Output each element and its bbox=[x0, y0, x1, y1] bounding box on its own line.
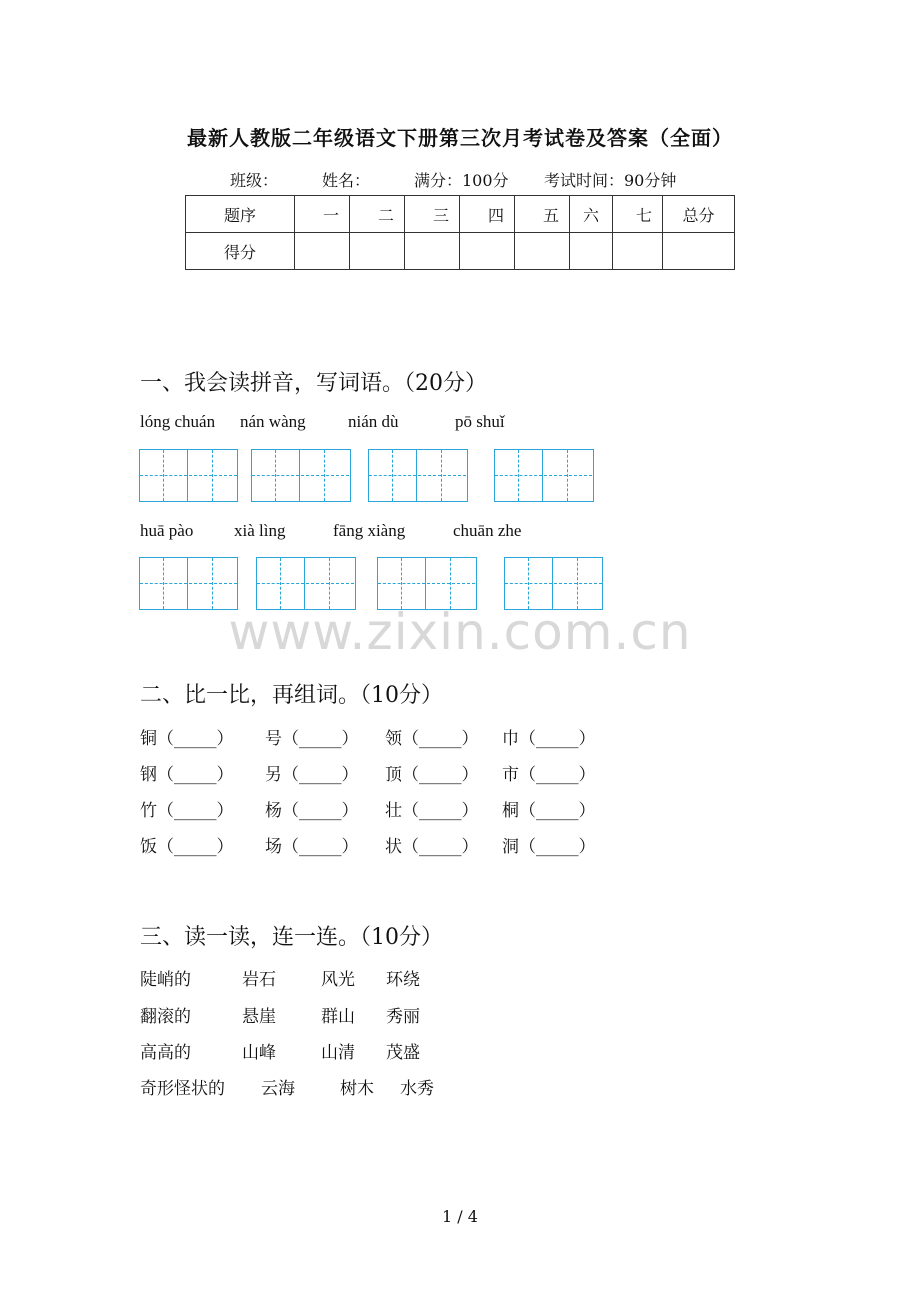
match-word[interactable]: 岩石 bbox=[242, 970, 276, 990]
writing-grid[interactable] bbox=[368, 449, 468, 502]
score-table-cell: 五 bbox=[515, 196, 570, 233]
pinyin-label: nián dù bbox=[348, 412, 399, 431]
exam-info bbox=[0, 168, 920, 190]
exam-time-label: 考试时间：90分钟 bbox=[544, 171, 677, 190]
score-table-cell: 二 bbox=[350, 196, 405, 233]
score-input-cell[interactable] bbox=[295, 233, 350, 270]
word-blank[interactable]: 巾（_____） bbox=[502, 729, 596, 749]
writing-grid[interactable] bbox=[251, 449, 351, 502]
match-word[interactable]: 高高的 bbox=[140, 1043, 191, 1063]
word-blank[interactable]: 号（_____） bbox=[265, 729, 359, 749]
word-blank[interactable]: 竹（_____） bbox=[140, 801, 234, 821]
score-input-cell[interactable] bbox=[405, 233, 460, 270]
word-blank[interactable]: 状（_____） bbox=[385, 837, 479, 857]
pinyin-label: chuān zhe bbox=[453, 521, 522, 540]
match-word[interactable]: 悬崖 bbox=[242, 1007, 276, 1027]
score-table-cell: 得分 bbox=[186, 233, 295, 270]
match-word[interactable]: 云海 bbox=[261, 1079, 295, 1099]
pinyin-label: nán wàng bbox=[240, 412, 306, 431]
watermark: www.zixin.com.cn bbox=[228, 603, 692, 661]
match-word[interactable]: 茂盛 bbox=[386, 1043, 420, 1063]
full-score-label: 满分：100分 bbox=[414, 171, 509, 190]
match-word[interactable]: 山清 bbox=[321, 1043, 355, 1063]
score-input-cell[interactable] bbox=[460, 233, 515, 270]
writing-grid[interactable] bbox=[494, 449, 594, 502]
score-input-cell[interactable] bbox=[350, 233, 405, 270]
word-blank[interactable]: 另（_____） bbox=[265, 765, 359, 785]
score-table-cell: 三 bbox=[405, 196, 460, 233]
match-word[interactable]: 群山 bbox=[321, 1007, 355, 1027]
section-1-title: 一、我会读拼音，写词语。（20分） bbox=[140, 371, 487, 396]
word-blank[interactable]: 壮（_____） bbox=[385, 801, 479, 821]
match-word[interactable]: 树木 bbox=[340, 1079, 374, 1099]
score-table-cell: 七 bbox=[613, 196, 663, 233]
writing-grid[interactable] bbox=[139, 449, 238, 502]
score-table-cell: 题序 bbox=[186, 196, 295, 233]
word-blank[interactable]: 市（_____） bbox=[502, 765, 596, 785]
word-blank[interactable]: 领（_____） bbox=[385, 729, 479, 749]
score-table-cell: 六 bbox=[570, 196, 613, 233]
pinyin-label: huā pào bbox=[140, 521, 194, 540]
word-blank[interactable]: 杨（_____） bbox=[265, 801, 359, 821]
score-input-cell[interactable] bbox=[663, 233, 735, 270]
word-blank[interactable]: 场（_____） bbox=[265, 837, 359, 857]
word-blank[interactable]: 洞（_____） bbox=[502, 837, 596, 857]
score-input-cell[interactable] bbox=[613, 233, 663, 270]
word-blank[interactable]: 铜（_____） bbox=[140, 729, 234, 749]
page-number: 1 / 4 bbox=[442, 1207, 478, 1226]
name-label: 姓名： bbox=[322, 171, 371, 190]
word-blank[interactable]: 饭（_____） bbox=[140, 837, 234, 857]
page-title: 最新人教版二年级语文下册第三次月考试卷及答案（全面） bbox=[187, 126, 733, 150]
match-word[interactable]: 水秀 bbox=[400, 1079, 434, 1099]
match-word[interactable]: 风光 bbox=[321, 970, 355, 990]
match-word[interactable]: 奇形怪状的 bbox=[140, 1079, 225, 1099]
pinyin-label: xià lìng bbox=[234, 521, 286, 540]
class-label: 班级： bbox=[230, 171, 279, 190]
word-blank[interactable]: 顶（_____） bbox=[385, 765, 479, 785]
score-table bbox=[185, 195, 735, 270]
pinyin-label: fāng xiàng bbox=[333, 521, 406, 540]
score-table-cell: 总分 bbox=[663, 196, 735, 233]
word-blank[interactable]: 钢（_____） bbox=[140, 765, 234, 785]
score-input-cell[interactable] bbox=[515, 233, 570, 270]
score-input-cell[interactable] bbox=[570, 233, 613, 270]
section-2-title: 二、比一比，再组词。（10分） bbox=[140, 683, 443, 708]
word-blank[interactable]: 桐（_____） bbox=[502, 801, 596, 821]
match-word[interactable]: 翻滚的 bbox=[140, 1007, 191, 1027]
score-table-header-row bbox=[186, 196, 735, 233]
score-table-cell: 一 bbox=[295, 196, 350, 233]
match-word[interactable]: 山峰 bbox=[242, 1043, 276, 1063]
pinyin-label: lóng chuán bbox=[140, 412, 216, 431]
score-table-score-row bbox=[186, 233, 735, 270]
match-word[interactable]: 环绕 bbox=[386, 970, 420, 990]
pinyin-label: pō shuǐ bbox=[455, 412, 505, 431]
match-word[interactable]: 秀丽 bbox=[386, 1007, 420, 1027]
match-word[interactable]: 陡峭的 bbox=[140, 970, 191, 990]
section-3-title: 三、读一读，连一连。（10分） bbox=[140, 925, 443, 950]
score-table-cell: 四 bbox=[460, 196, 515, 233]
